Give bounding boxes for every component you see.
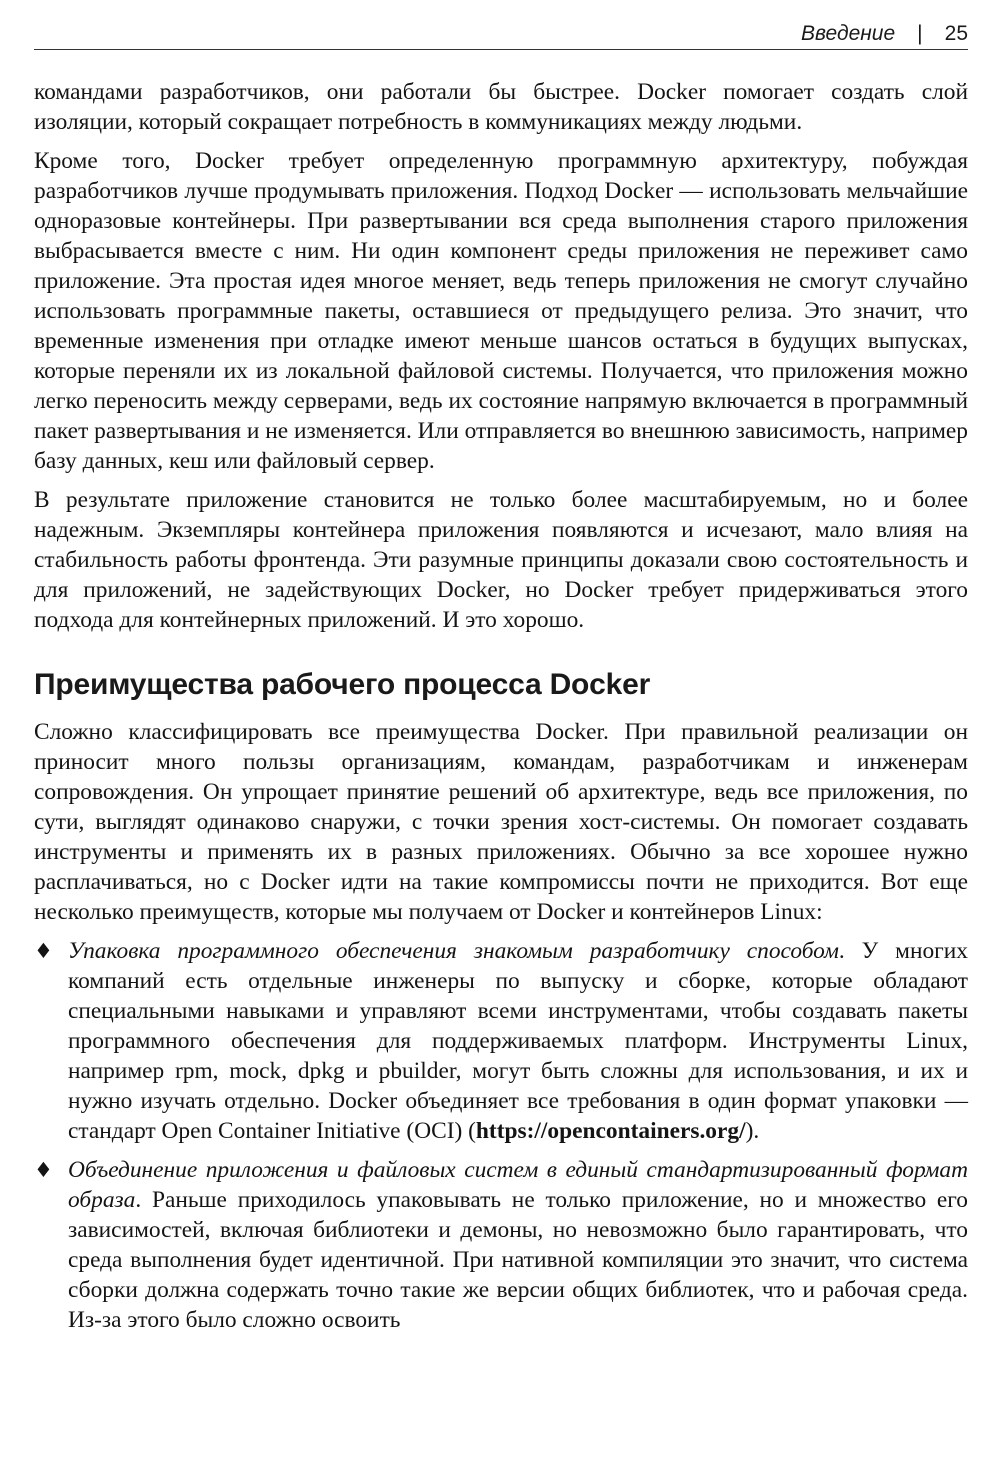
list-item-text: . Раньше приходилось упаковывать не только приложение, но и множество его зависимостей, включая библиотеки и демоны, но невозможно было гарантировать, что среда выполнения будет идентичной. При нативной компиляции это значит, что система сборки должна содержать точно такие же версии общих библиотек, что и рабочая среда. Из-за этого было сложно освоить	[68, 1187, 968, 1333]
running-head	[801, 22, 968, 46]
paragraph-1: командами разработчиков, они работали бы быстрее. Docker помогает создать слой изоляции, который сокращает потребность в коммуникациях между людьми.	[34, 79, 968, 135]
list-item-suffix: ).	[745, 1118, 760, 1144]
header-rule	[34, 49, 968, 50]
paragraph-3: В результате приложение становится не только более масштабируемым, но и более надежным. Экземпляры контейнера приложения появляются и исчезают, мало влияя на стабильность работы фронтенда. Эти разумные принципы доказали свою состоятельность и для приложений, не задействующих Docker, но Docker требует придерживаться этого подхода для контейнерных приложений. И это хорошо.	[34, 487, 968, 633]
list-item-title: Объединение приложения и файловых систем в единый стандартизированный формат образа	[68, 1157, 968, 1213]
list-item	[34, 936, 968, 1146]
diamond-bullet-icon: ♦	[34, 939, 53, 963]
diamond-bullet-icon: ♦	[34, 1158, 53, 1182]
list-item-text: . У многих компаний есть отдельные инженеры по выпуску и сборке, которые обладают специальными навыками и управляют всеми инструментами, чтобы создавать пакеты программного обеспечения для поддерживаемых платформ. Инструменты Linux, например rpm, mock, dpkg и pbuilder, могут быть сложны для использования, и их и нужно изучать отдельно. Docker объединяет все требования в один формат упаковки — стандарт Open Container Initiative (OCI) (	[68, 938, 968, 1144]
running-head-section: Введение	[801, 22, 896, 45]
list-item-title: Упаковка программного обеспечения знакомым разработчику способом	[68, 938, 839, 964]
running-head-separator: |	[917, 22, 923, 45]
section-heading: Преимущества рабочего процесса Docker	[34, 668, 651, 701]
opencontainers-link[interactable]: https://opencontainers.org/	[475, 1118, 746, 1144]
paragraph-2: Кроме того, Docker требует определенную программную архитектуру, побуждая разработчиков лучше продумывать приложения. Подход Docker — использовать мельчайшие одноразовые контейнеры. При развертывании вся среда выполнения старого приложения выбрасывается вместе с ним. Ни один компонент среды приложения не переживет само приложение. Эта простая идея многое меняет, ведь теперь приложения не смогут случайно использовать программные пакеты, оставшиеся от предыдущего релиза. Это значит, что временные изменения при отладке имеют меньше шансов остаться в будущих выпусках, которые переняли их из локальной файловой системы. Получается, что приложения можно легко переносить между серверами, ведь их состояние напрямую включается в программный пакет развертывания и не изменяется. Или отправляется во внешнюю зависимость, например базу данных, кеш или файловый сервер.	[34, 148, 968, 474]
page-body	[34, 77, 968, 1344]
list-item	[34, 1155, 968, 1335]
benefits-list	[34, 936, 968, 1335]
page-number: 25	[944, 22, 968, 45]
section-intro: Сложно классифицировать все преимущества Docker. При правильной реализации он приносит много пользы организациям, командам, разработчикам и инженерам сопровождения. Он упрощает принятие решений об архитектуре, ведь все приложения, по сути, выглядят одинаково снаружи, с точки зрения хост-системы. Он помогает создавать инструменты и применять их в разных приложениях. Обычно за все хорошее нужно расплачиваться, но с Docker идти на такие компромиссы почти не приходится. Вот еще несколько преимуществ, которые мы получаем от Docker и контейнеров Linux:	[34, 719, 968, 925]
